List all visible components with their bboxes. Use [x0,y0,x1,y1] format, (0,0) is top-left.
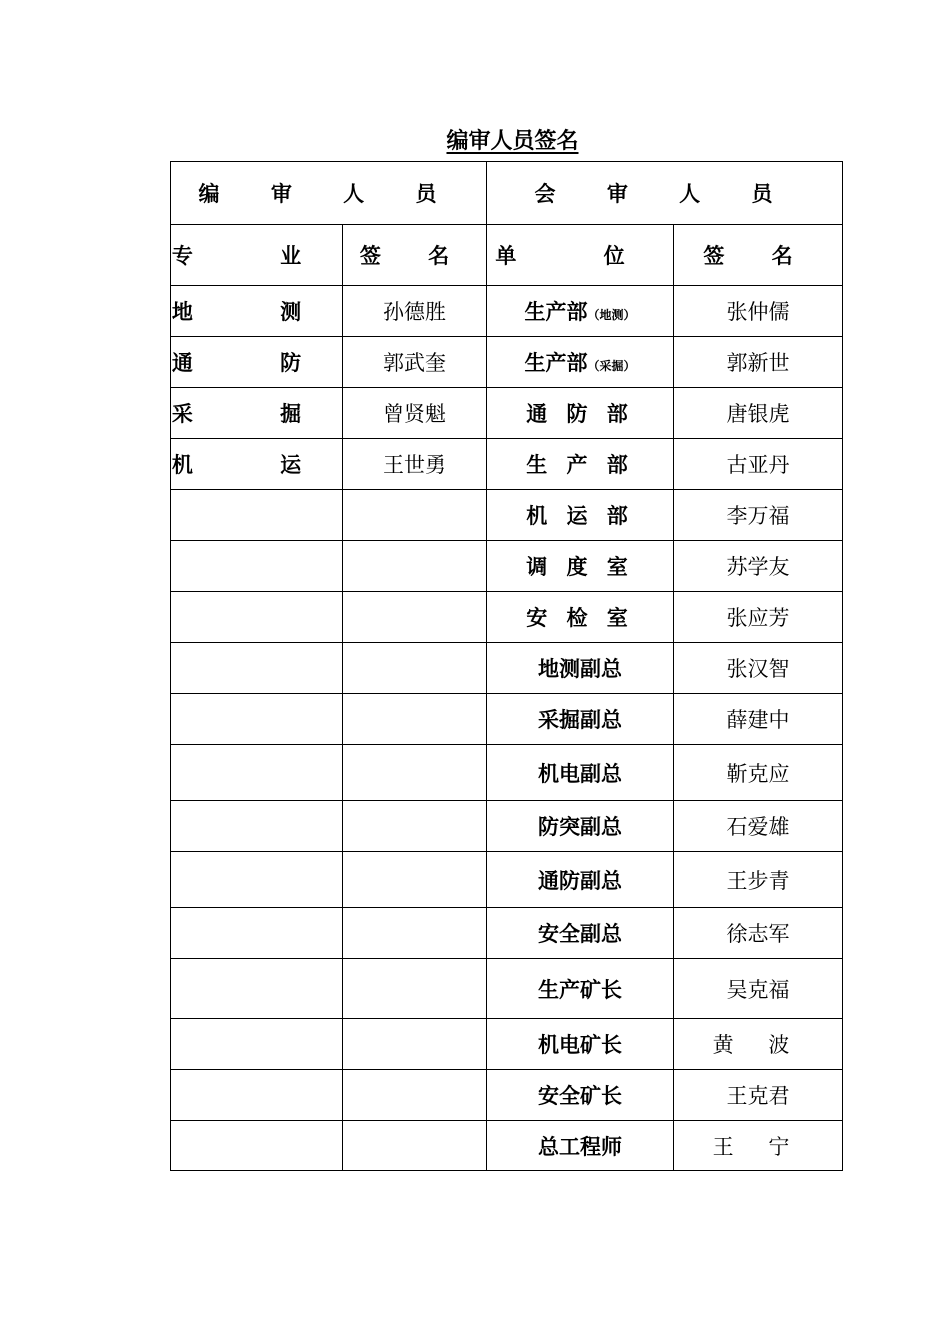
table-row [171,643,843,694]
specialty-cell [171,592,343,643]
compiler-name-cell [343,643,487,694]
specialty-cell [171,908,343,959]
unit-label: 防突副总 [538,814,622,839]
unit-cell [487,490,674,541]
table-row [171,852,843,908]
unit-note: （采掘） [587,359,636,373]
compilers-header: 编 审 人 员 [171,162,487,225]
compiler-name-cell [343,490,487,541]
reviewer-name-cell: 薛建中 [674,694,843,745]
specialty-cell: 通 防 [171,337,343,388]
subheader-row [171,225,843,286]
unit-label: 安全矿长 [538,1083,622,1108]
reviewer-name-cell: 李万福 [674,490,843,541]
specialty-cell: 采 掘 [171,388,343,439]
unit-label: 通防副总 [538,867,622,893]
compiler-name-cell [343,694,487,745]
reviewer-name-cell: 苏学友 [674,541,843,592]
reviewer-name-cell: 王克君 [674,1070,843,1121]
unit-cell [487,541,674,592]
specialty-cell [171,852,343,908]
reviewer-name-cell: 王步青 [674,852,843,908]
compiler-name-cell [343,1019,487,1070]
table-row [171,388,843,439]
unit-label: 生产部 [524,299,588,324]
specialty-header: 专 业 [171,225,343,286]
unit-cell [487,439,674,490]
compiler-name-cell [343,852,487,908]
specialty-cell [171,1121,343,1171]
specialty-cell [171,643,343,694]
reviewer-name-cell: 唐银虎 [674,388,843,439]
specialty-cell: 地 测 [171,286,343,337]
compiler-name-cell: 王世勇 [343,439,487,490]
reviewer-name-cell: 靳克应 [674,745,843,801]
unit-label: 地测副总 [538,656,622,681]
unit-label: 总工程师 [538,1133,622,1159]
compiler-name-cell: 孙德胜 [343,286,487,337]
reviewer-name-cell: 古亚丹 [674,439,843,490]
compiler-name-cell: 郭武奎 [343,337,487,388]
table-row [171,592,843,643]
unit-label: 通 防 部 [526,401,634,426]
compiler-name-cell [343,745,487,801]
compiler-name-cell [343,1070,487,1121]
unit-header: 单 位 [487,225,674,286]
unit-label: 生产部 [524,350,588,375]
specialty-cell [171,1019,343,1070]
unit-cell [487,1070,674,1121]
compiler-name-cell [343,908,487,959]
unit-label: 机电矿长 [538,1032,622,1057]
compiler-name-cell [343,541,487,592]
document-title: 编审人员签名 [446,128,579,154]
unit-label: 采掘副总 [538,707,622,732]
specialty-cell [171,541,343,592]
unit-label: 安全副总 [538,921,622,946]
compiler-name-cell: 曾贤魁 [343,388,487,439]
specialty-cell [171,1070,343,1121]
reviewer-name-cell: 黄 波 [674,1019,843,1070]
compiler-name-cell [343,1121,487,1171]
unit-label: 机 运 部 [526,503,634,528]
reviewer-name-cell: 郭新世 [674,337,843,388]
table-row [171,439,843,490]
unit-label: 生 产 部 [526,452,634,477]
compiler-sign-header: 签 名 [343,225,487,286]
specialty-cell: 机 运 [171,439,343,490]
unit-cell [487,852,674,908]
unit-cell [487,801,674,852]
table-row [171,694,843,745]
unit-cell [487,388,674,439]
specialty-cell [171,694,343,745]
table-row [171,908,843,959]
unit-cell [487,959,674,1019]
unit-cell [487,694,674,745]
reviewer-name-cell: 王 宁 [674,1121,843,1171]
specialty-cell [171,490,343,541]
reviewer-name-cell: 石爱雄 [674,801,843,852]
table-row [171,745,843,801]
table-row [171,286,843,337]
table-row [171,801,843,852]
unit-cell [487,908,674,959]
table-row [171,541,843,592]
unit-cell [487,337,674,388]
signature-table [170,161,843,1171]
reviewer-name-cell: 张仲儒 [674,286,843,337]
reviewer-sign-header: 签 名 [674,225,843,286]
reviewer-name-cell: 张汉智 [674,643,843,694]
unit-note: （地测） [587,308,636,322]
reviewers-header: 会 审 人 员 [487,162,843,225]
unit-label: 安 检 室 [526,605,634,630]
specialty-cell [171,801,343,852]
compiler-name-cell [343,959,487,1019]
unit-cell [487,592,674,643]
table-row [171,1019,843,1070]
table-row [171,1070,843,1121]
table-row [171,490,843,541]
header-row [171,162,843,225]
specialty-cell [171,745,343,801]
table-row [171,1121,843,1171]
unit-cell [487,643,674,694]
unit-label: 机电副总 [538,760,622,786]
compiler-name-cell [343,592,487,643]
reviewer-name-cell: 张应芳 [674,592,843,643]
unit-cell [487,745,674,801]
compiler-name-cell [343,801,487,852]
table-row [171,959,843,1019]
unit-label: 生产矿长 [538,976,622,1002]
reviewer-name-cell: 徐志军 [674,908,843,959]
unit-cell [487,1019,674,1070]
reviewer-name-cell: 吴克福 [674,959,843,1019]
unit-label: 调 度 室 [526,554,634,579]
unit-cell [487,1121,674,1171]
table-row [171,337,843,388]
specialty-cell [171,959,343,1019]
unit-cell [487,286,674,337]
